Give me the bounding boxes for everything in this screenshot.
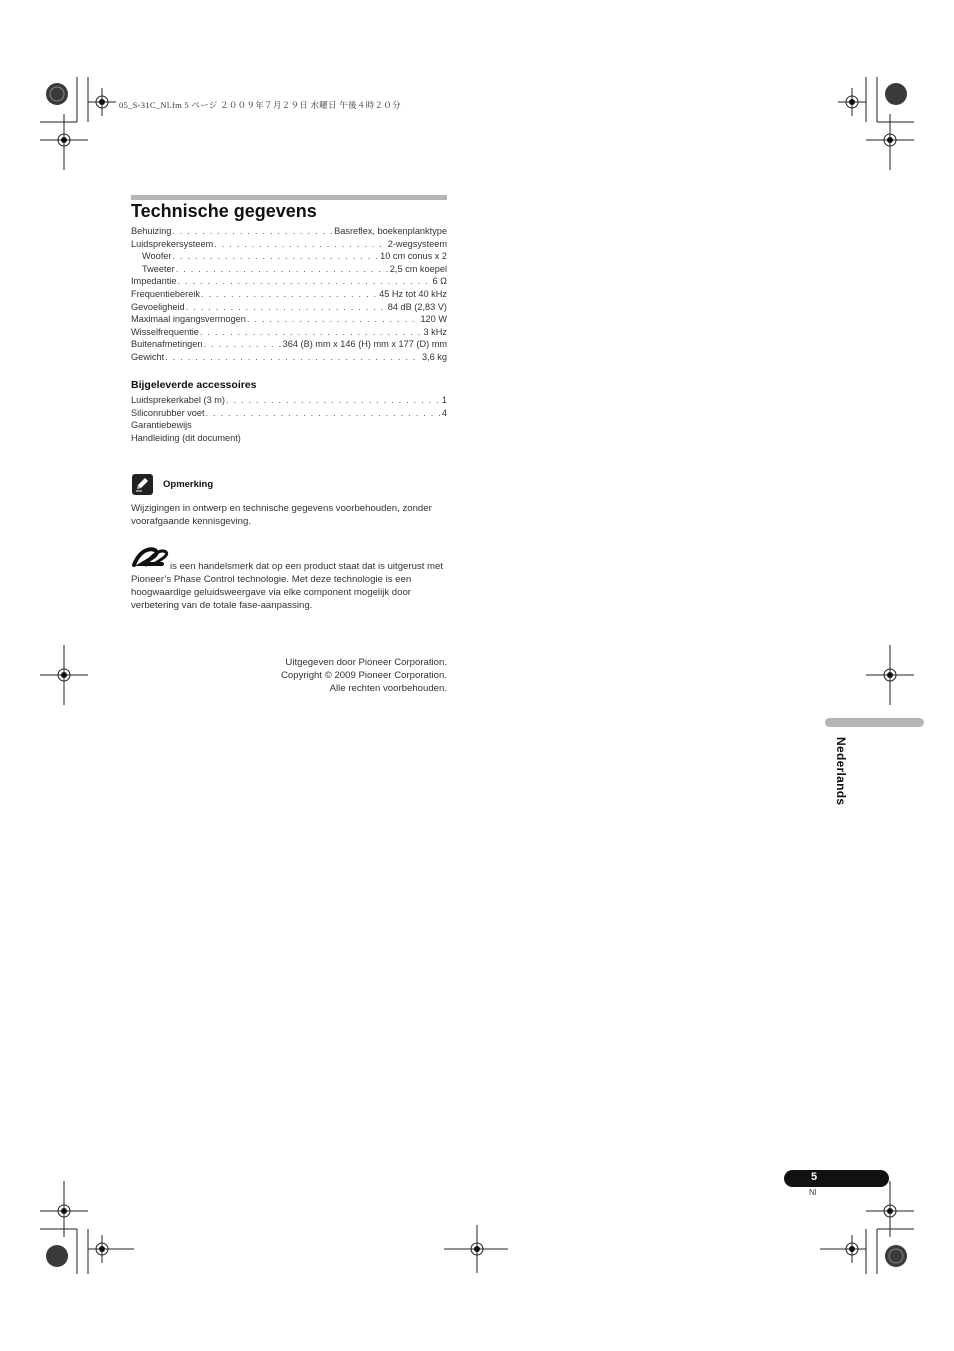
leader-dots xyxy=(204,338,282,351)
section-title-bar xyxy=(131,195,447,200)
spec-value: 84 dB (2,83 V) xyxy=(387,301,447,312)
spec-label: Wisselfrequentie xyxy=(131,326,199,337)
leader-dots xyxy=(247,313,420,326)
spec-row xyxy=(131,275,447,288)
leader-dots xyxy=(201,288,378,301)
leader-dots xyxy=(226,394,441,407)
spec-row xyxy=(131,250,447,263)
spec-row xyxy=(131,238,447,251)
spec-row xyxy=(131,313,447,326)
publisher-block xyxy=(200,656,447,695)
spec-value: 2-wegsysteem xyxy=(387,238,447,249)
leader-dots xyxy=(176,263,389,276)
note-pencil-icon xyxy=(132,474,153,495)
section-title: Technische gegevens xyxy=(131,201,317,221)
spec-row xyxy=(131,301,447,314)
spec-label: Luidsprekersysteem xyxy=(131,238,214,249)
language-tab-bar xyxy=(825,718,924,727)
page-language-code: Nl xyxy=(809,1188,817,1197)
accessory-row xyxy=(131,432,447,445)
spec-list xyxy=(131,225,447,364)
spec-label: Tweeter xyxy=(142,263,175,274)
leader-dots xyxy=(177,275,431,288)
accessory-row xyxy=(131,394,447,407)
spec-value: 364 (B) mm x 146 (H) mm x 177 (D) mm xyxy=(282,339,447,350)
spec-value: 2,5 cm koepel xyxy=(389,263,447,274)
spec-label: Impedantie xyxy=(131,276,177,287)
spec-label: Gevoeligheid xyxy=(131,301,185,312)
spec-label: Maximaal ingangsvermogen xyxy=(131,314,246,325)
spec-label: Woofer xyxy=(142,251,172,262)
accessory-label: Luidsprekerkabel (3 m) xyxy=(131,395,225,405)
spec-label: Buitenafmetingen xyxy=(131,339,203,350)
accessory-label: Handleiding (dit document) xyxy=(131,432,241,443)
spec-value: 120 W xyxy=(420,314,447,325)
leader-dots xyxy=(206,407,441,420)
accessory-label: Siliconrubber voet xyxy=(131,407,205,418)
copyright-line: Copyright © 2009 Pioneer Corporation. xyxy=(281,670,447,681)
accessory-value: 4 xyxy=(441,407,447,418)
spec-value: 3 kHz xyxy=(423,326,447,337)
spec-value: 45 Hz tot 40 kHz xyxy=(379,288,447,299)
accessory-row xyxy=(131,407,447,420)
spec-row xyxy=(131,288,447,301)
file-header: 05_S-31C_Nl.fm 5 ページ ２００９年７月２９日 水曜日 午後４時２０分 xyxy=(119,100,401,110)
spec-row xyxy=(131,326,447,339)
note-text: Wijzigingen in ontwerp en technische gegevens voorbehouden, zonder voorafgaande kennisgeving. xyxy=(131,503,432,527)
spec-value: 3,6 kg xyxy=(421,351,447,362)
spec-row xyxy=(131,351,447,364)
spec-label: Gewicht xyxy=(131,351,165,362)
leader-dots xyxy=(200,326,423,339)
spec-value: Basreflex, boekenplanktype xyxy=(334,226,447,236)
leader-dots xyxy=(165,351,421,364)
phase-control-text: is een handelsmerk dat op een product staat dat is uitgerust met Pioneer’s Phase Control technologie. Met deze technologie is een hoogwaardige geluidsweergave via elke component mogelijk door verbetering van de totale fase-aanpassing. xyxy=(131,561,444,611)
accessory-row xyxy=(131,419,447,432)
spec-row xyxy=(131,338,447,351)
leader-dots xyxy=(214,238,387,251)
leader-dots xyxy=(172,250,379,263)
accessories-heading: Bijgeleverde accessoires xyxy=(131,379,257,391)
spec-value: 10 cm conus x 2 xyxy=(380,251,447,262)
rights-line: Alle rechten voorbehouden. xyxy=(329,683,447,694)
leader-dots xyxy=(172,225,333,238)
spec-label: Frequentiebereik xyxy=(131,288,200,299)
spec-value: 6 Ω xyxy=(432,276,447,287)
leader-dots xyxy=(186,301,387,314)
spec-row xyxy=(131,225,447,238)
publisher-line: Uitgegeven door Pioneer Corporation. xyxy=(285,657,447,668)
accessory-value: 1 xyxy=(441,395,447,405)
language-tab-label: Nederlands xyxy=(834,737,848,806)
spec-row xyxy=(131,263,447,276)
spec-label: Behuizing xyxy=(131,226,172,236)
page-number: 5 xyxy=(810,1171,818,1183)
accessory-label: Garantiebewijs xyxy=(131,420,192,431)
note-label: Opmerking xyxy=(163,479,214,490)
accessories-list xyxy=(131,394,447,444)
